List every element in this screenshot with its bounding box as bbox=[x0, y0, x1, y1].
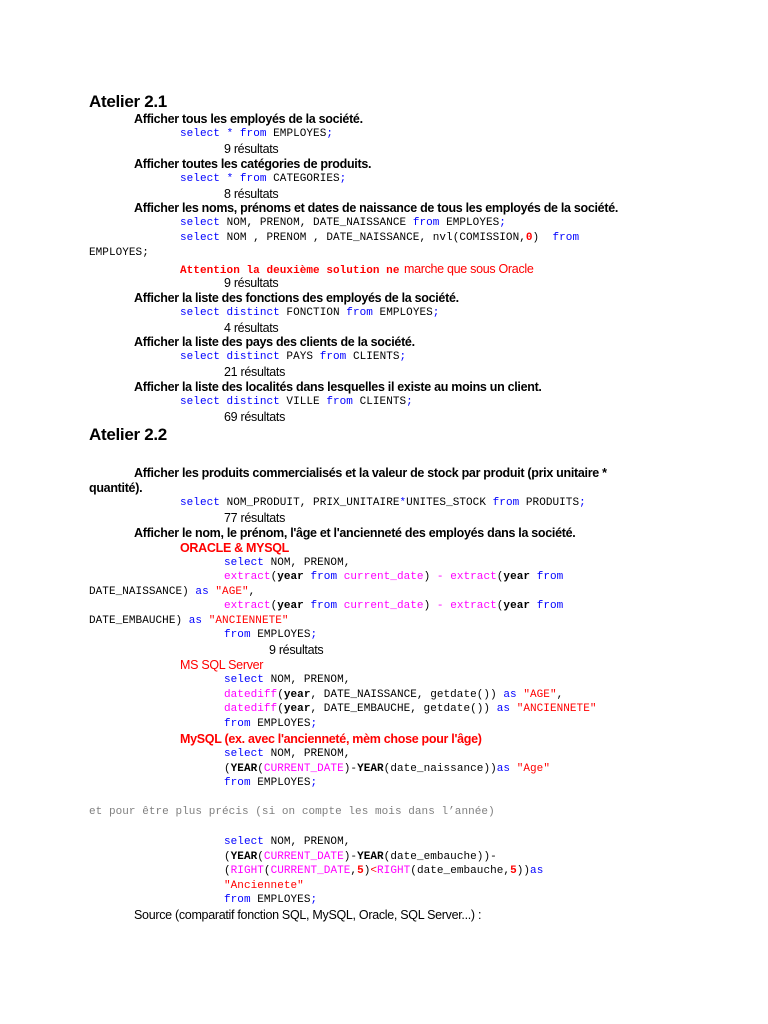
result-count: 77 résultats bbox=[224, 511, 286, 525]
question-text: quantité). bbox=[89, 481, 143, 495]
question-text: Afficher le nom, le prénom, l'âge et l'ancienneté des employés dans la société. bbox=[134, 526, 576, 540]
sql-code-line: select distinct FONCTION from EMPLOYES; bbox=[180, 307, 440, 319]
dialect-heading-mssql: MS SQL Server bbox=[180, 658, 264, 672]
result-count: 9 résultats bbox=[224, 142, 279, 156]
question-text: Afficher la liste des fonctions des employés de la société. bbox=[134, 291, 459, 305]
result-count: 9 résultats bbox=[269, 643, 324, 657]
precision-note: et pour être plus précis (si on compte les mois dans l’année) bbox=[89, 806, 495, 818]
sql-code-line: from EMPLOYES; bbox=[224, 718, 318, 730]
sql-code-line: EMPLOYES; bbox=[89, 247, 149, 259]
sql-code-line: select distinct VILLE from CLIENTS; bbox=[180, 396, 413, 408]
atelier-2-2-title: Atelier 2.2 bbox=[89, 425, 167, 444]
dialect-heading-mysql: MySQL (ex. avec l'ancienneté, mèm chose pour l'âge) bbox=[180, 732, 482, 746]
question-text: Afficher la liste des localités dans lesquelles il existe au moins un client. bbox=[134, 380, 542, 394]
sql-code-line: select NOM , PRENOM , DATE_NAISSANCE, nvl(COMISSION,0) from bbox=[180, 232, 580, 244]
sql-code-line: select NOM_PRODUIT, PRIX_UNITAIRE*UNITES_STOCK from PRODUITS; bbox=[180, 497, 586, 509]
sql-code-line: select NOM, PRENOM, bbox=[224, 557, 351, 569]
result-count: 4 résultats bbox=[224, 321, 279, 335]
atelier-2-1-title: Atelier 2.1 bbox=[89, 92, 167, 111]
sql-code-line: from EMPLOYES; bbox=[224, 629, 318, 641]
sql-code-line: select distinct PAYS from CLIENTS; bbox=[180, 351, 407, 363]
result-count: 9 résultats bbox=[224, 276, 279, 290]
sql-code-line: select NOM, PRENOM, bbox=[224, 674, 351, 686]
sql-code-line: extract(year from current_date) - extract(year from bbox=[224, 600, 564, 612]
sql-code-line: (YEAR(CURRENT_DATE)-YEAR(date_naissance))as "Age" bbox=[224, 763, 550, 775]
oracle-warning-note: Attention la deuxième solution ne marche que sous Oracle bbox=[180, 262, 534, 277]
sql-code-line: (RIGHT(CURRENT_DATE,5)<RIGHT(date_embauche,5))as bbox=[224, 865, 544, 877]
question-text: Afficher la liste des pays des clients de la société. bbox=[134, 335, 415, 349]
question-text: Afficher les noms, prénoms et dates de naissance de tous les employés de la société. bbox=[134, 201, 619, 215]
sql-code-line: "Anciennete" bbox=[224, 880, 304, 892]
sql-code-line: DATE_EMBAUCHE) as "ANCIENNETE" bbox=[89, 615, 289, 627]
source-line: Source (comparatif fonction SQL, MySQL, Oracle, SQL Server...) : bbox=[134, 908, 482, 922]
sql-code-line: datediff(year, DATE_EMBAUCHE, getdate()) as "ANCIENNETE" bbox=[224, 703, 597, 715]
sql-code-line: (YEAR(CURRENT_DATE)-YEAR(date_embauche))- bbox=[224, 851, 497, 863]
sql-code-line: select * from CATEGORIES; bbox=[180, 173, 347, 185]
question-text: Afficher toutes les catégories de produits. bbox=[134, 157, 372, 171]
result-count: 69 résultats bbox=[224, 410, 286, 424]
sql-code-line: datediff(year, DATE_NAISSANCE, getdate()) as "AGE", bbox=[224, 689, 564, 701]
sql-code-line: select NOM, PRENOM, DATE_NAISSANCE from EMPLOYES; bbox=[180, 217, 506, 229]
sql-code-line: select * from EMPLOYES; bbox=[180, 128, 334, 140]
question-text: Afficher les produits commercialisés et la valeur de stock par produit (prix unitaire * bbox=[134, 466, 607, 480]
sql-code-line: from EMPLOYES; bbox=[224, 894, 318, 906]
question-text: Afficher tous les employés de la société. bbox=[134, 112, 363, 126]
sql-code-line: select NOM, PRENOM, bbox=[224, 748, 351, 760]
sql-code-line: select NOM, PRENOM, bbox=[224, 836, 351, 848]
result-count: 21 résultats bbox=[224, 365, 286, 379]
dialect-heading-oracle-mysql: ORACLE & MYSQL bbox=[180, 541, 289, 555]
sql-code-line: extract(year from current_date) - extract(year from bbox=[224, 571, 564, 583]
sql-code-line: from EMPLOYES; bbox=[224, 777, 318, 789]
sql-code-line: DATE_NAISSANCE) as "AGE", bbox=[89, 586, 256, 598]
result-count: 8 résultats bbox=[224, 187, 279, 201]
